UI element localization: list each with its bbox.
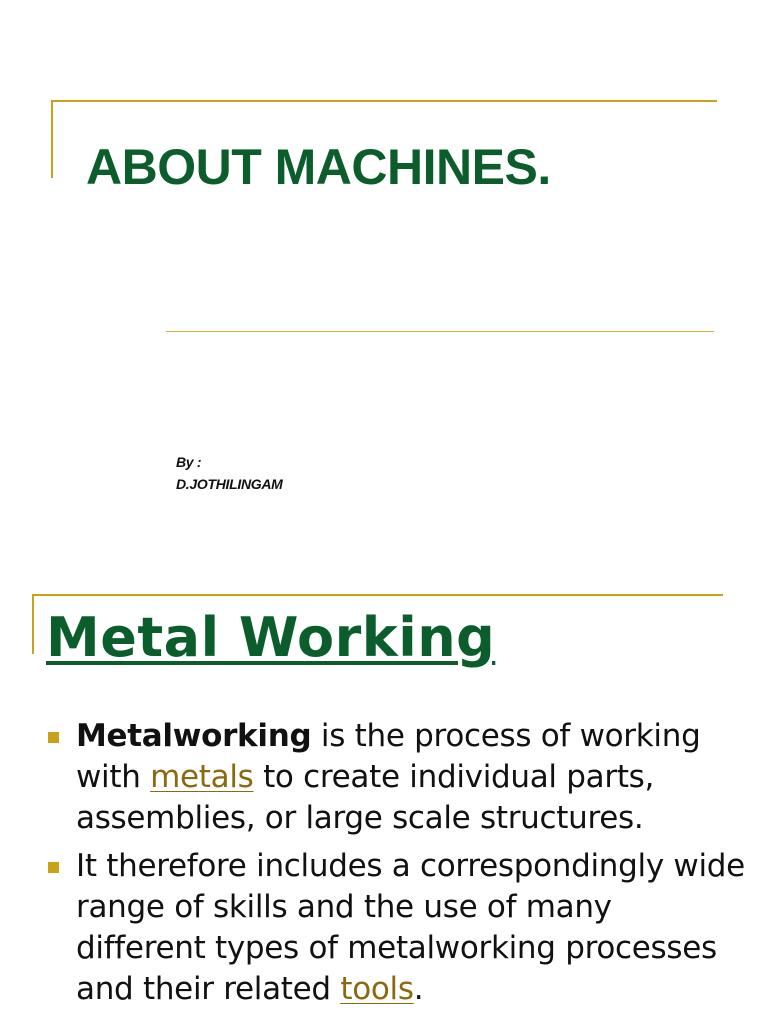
square-bullet-icon (48, 732, 59, 743)
square-bullet-icon (48, 862, 59, 873)
bullet-text: to create individual parts, assemblies, or large scale structures. (76, 759, 655, 836)
bullet-item (48, 846, 748, 1010)
slide-2-top-rule (32, 594, 723, 596)
bullet-text: . (413, 971, 424, 1007)
byline-label: By : (176, 454, 202, 470)
bullet-bold-term: Metalworking (76, 718, 312, 754)
slide-1-subtitle-rule (166, 331, 714, 332)
slide-2-left-rule (32, 594, 34, 654)
author-byline (176, 451, 283, 495)
bullet-text: is the process of working with (76, 718, 701, 795)
slide-1-left-rule (51, 100, 53, 178)
slide-2-title: Metal Working (46, 606, 496, 669)
tools-link[interactable]: tools (340, 971, 414, 1007)
metals-link[interactable]: metals (150, 759, 254, 795)
slide-1-title: ABOUT MACHINES. (86, 139, 551, 195)
byline-author: D.JOTHILINGAM (176, 476, 283, 492)
bullet-item (48, 716, 748, 839)
slide-1-top-rule (51, 100, 717, 102)
bullet-list (48, 716, 748, 1017)
bullet-text: It therefore includes a correspondingly wide range of skills and the use of many different types of metalworking processes and their related (76, 848, 745, 1007)
